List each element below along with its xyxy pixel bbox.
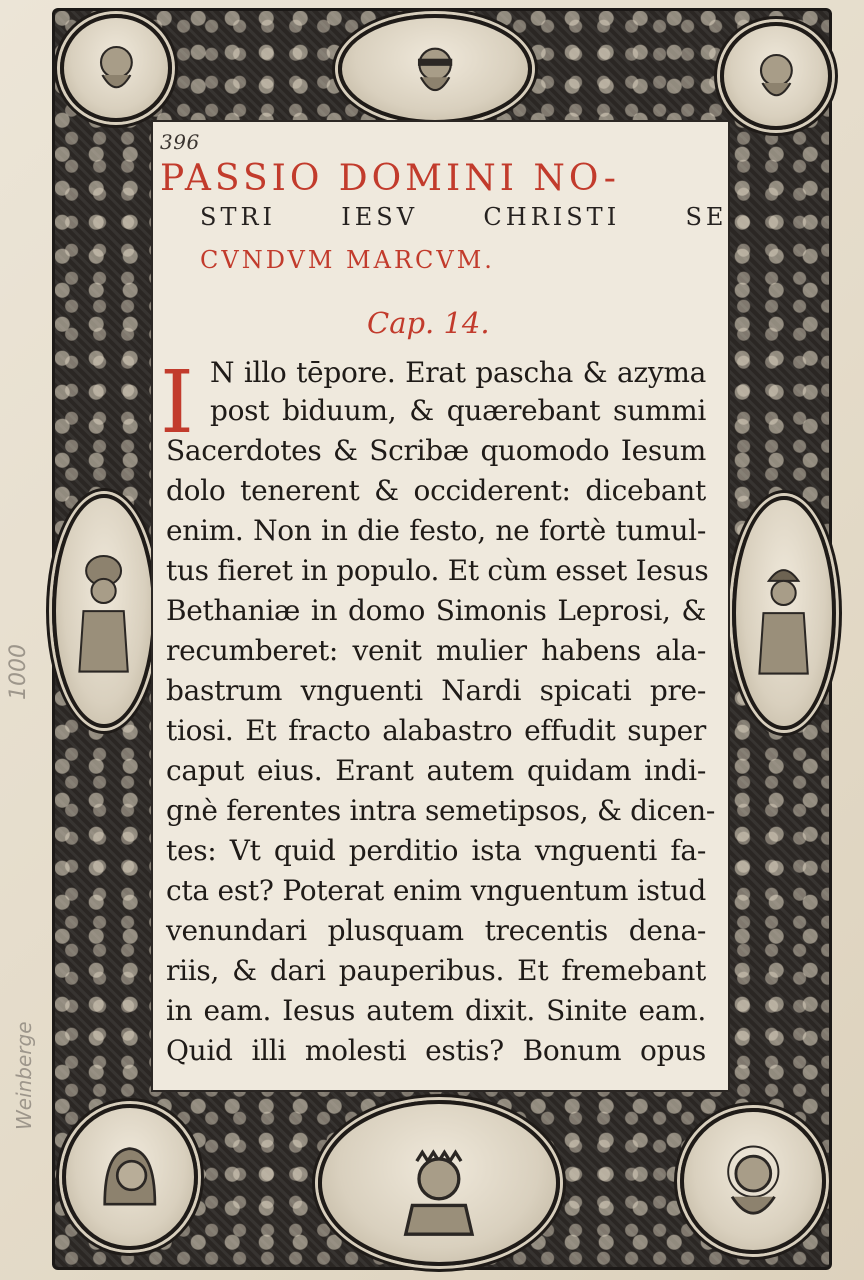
medallion-left-middle [52, 494, 156, 728]
medallion-top-left [60, 14, 172, 122]
title-line-1: PASSIO DOMINI NO- [160, 158, 620, 199]
capped-figure-icon [750, 534, 817, 692]
body-line: gnè ferentes intra semetipsos, & dicen- [166, 794, 715, 827]
veiled-woman-icon [85, 1129, 175, 1226]
medallion-bottom-right [680, 1108, 826, 1254]
medallion-bottom-center [318, 1100, 560, 1266]
title-line-2: STRI IESV CHRISTI SE- [200, 203, 740, 231]
body-line: venundari plusquam trecentis dena- [166, 914, 706, 947]
body-line: enim. Non in die festo, ne fortè tumul- [166, 514, 706, 547]
body-line: in eam. Iesus autem dixit. Sinite eam. [166, 994, 706, 1027]
body-line: cta est? Poterat enim vnguentum istud [166, 874, 706, 907]
pencil-note-word: Weinberge [12, 1021, 36, 1130]
body-line: caput eius. Erant autem quidam indi- [166, 754, 706, 787]
body-line: Bethaniæ in domo Simonis Leprosi, & [166, 594, 706, 627]
medallion-top-center [338, 14, 532, 124]
body-line: dolo tenerent & occiderent: dicebant [166, 474, 706, 507]
chapter-heading: Cap. 14. [367, 306, 490, 340]
body-line: riis, & dari pauperibus. Et fremebant [166, 954, 706, 987]
body-line: recumberet: venit mulier habens ala- [166, 634, 706, 667]
body-line: tiosi. Et fracto alabastro effudit super [166, 714, 706, 747]
turbaned-figure-icon [70, 532, 137, 690]
crowned-thorns-figure-icon [357, 1128, 521, 1239]
body-line: post biduum, & quærebant summi [210, 394, 706, 427]
body-line: Sacerdotes & Scribæ quomodo Iesum [166, 434, 706, 467]
medallion-top-right [720, 22, 832, 130]
body-line: N illo tēpore. Erat pascha & azyma [210, 356, 706, 389]
body-line: bastrum vnguenti Nardi spicati pre- [166, 674, 706, 707]
drop-cap: I [160, 353, 194, 453]
medallion-right-middle [732, 496, 836, 730]
page-number: 396 [160, 130, 200, 154]
body-line: tus fieret in populo. Et cùm esset Iesus [166, 554, 709, 587]
body-line: tes: Vt quid perditio ista vnguenti fa- [166, 834, 706, 867]
bearded-head-icon [740, 41, 813, 111]
haloed-saint-icon [705, 1133, 802, 1230]
body-line: Quid illi molesti estis? Bonum opus [166, 1034, 706, 1067]
veiled-head-icon [370, 33, 500, 104]
medallion-bottom-left [62, 1104, 198, 1250]
pencil-note-number: 1000 [6, 644, 31, 700]
bearded-head-icon [80, 33, 153, 103]
title-line-3: CVNDVM MARCVM. [200, 246, 495, 274]
